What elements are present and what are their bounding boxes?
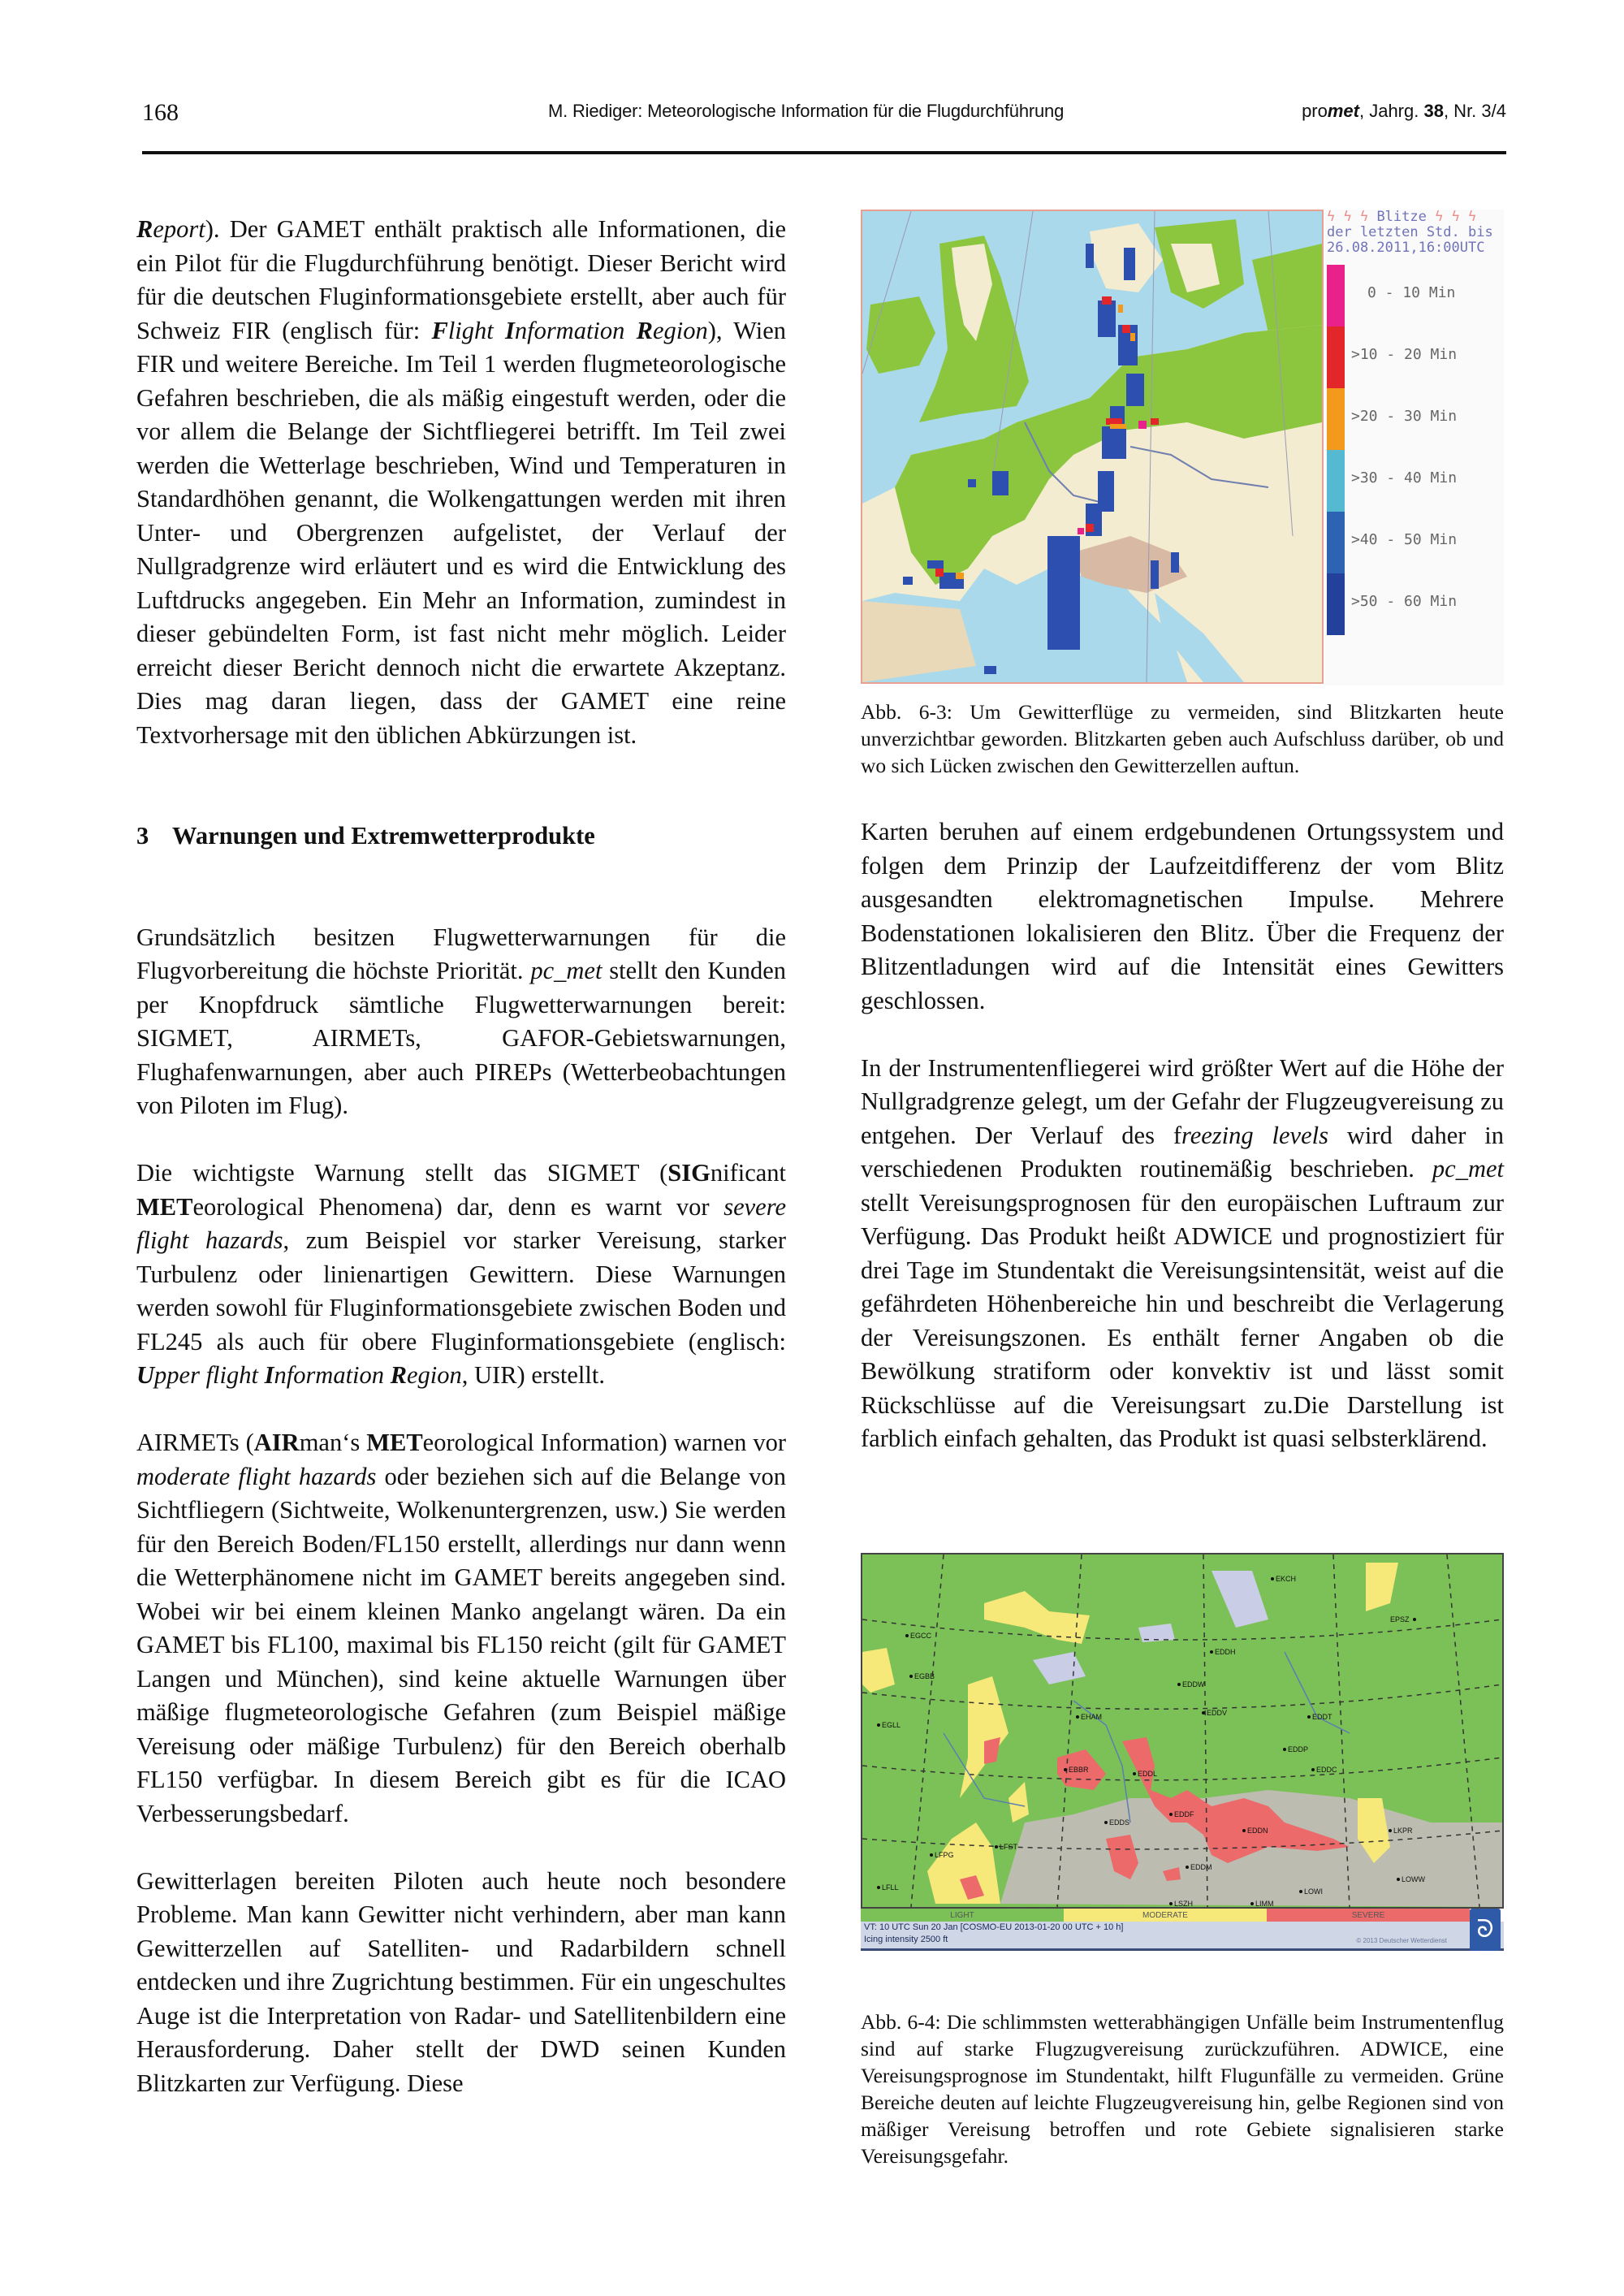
svg-text:EPSZ: EPSZ — [1390, 1615, 1410, 1624]
svg-text:EGBB: EGBB — [914, 1672, 935, 1680]
section-heading: 3 Warnungen und Extremwetterprodukte — [136, 822, 595, 850]
svg-text:EDDP: EDDP — [1288, 1745, 1309, 1753]
svg-text:LFST: LFST — [1000, 1843, 1018, 1851]
lightning-map-image — [861, 210, 1324, 684]
svg-text:EKCH: EKCH — [1276, 1575, 1297, 1583]
svg-text:LOWI: LOWI — [1304, 1887, 1324, 1896]
legend-swatch — [1327, 388, 1345, 450]
paragraph-airmet: AIRMETs (AIRman‘s METeorological Information) warnen vor moderate flight hazards oder beziehen sich auf die Belange von Sichtfliegern (Sichtweite, Wolkenuntergrenzen, usw.) Sie werden für den Bereich Boden/FL150 erstellt, allerdings nur dann wenn die Wetterphänomene nicht im GAMET bereits angegeben sind. Wobei wir bei einem kleinen Manko angelangt wären. Da ein GAMET bis FL100, maximal bis FL150 reicht (gilt für GAMET Langen und München), sind keine aktuelle Warnungen über mäßige flugmeteorologische Gefahren (zum Beispiel mäßige Vereisung oder mäßige Turbulenz) für den Bereich oberhalb FL150 verfügbar. In diesem Bereich gibt es für die ICAO Verbesserungsbedarf. — [136, 1429, 786, 1827]
legend-item: >40 - 50 Min — [1327, 512, 1497, 573]
adwice-info-panel — [861, 1922, 1504, 1951]
legend-item: 0 - 10 Min — [1327, 265, 1497, 326]
europe-lightning-map-graphic — [862, 211, 1322, 682]
paragraph-sigmet: Die wichtigste Warnung stellt das SIGMET (SIGnificant METeorological Phenomena) dar, denn es warnt vor severe flight hazards, zum Beispiel vor starker Vereisung, starker Turbulenz oder linienartigen Gewittern. Diese Warnungen werden sowohl für Fluginformationsgebiete zwischen Boden und FL245 als auch für obere Fluginformationsgebiete (englisch: Upper flight Information Region, UIR) erstellt. — [136, 1159, 786, 1389]
legend-moderate: MODERATE — [1064, 1909, 1267, 1922]
legend-swatch — [1327, 326, 1345, 388]
header-rule — [142, 151, 1506, 154]
svg-text:EGCC: EGCC — [910, 1632, 932, 1640]
adwice-icing-map-graphic — [862, 1554, 1502, 1907]
svg-text:LFLL: LFLL — [882, 1883, 899, 1892]
legend-light: LIGHT — [861, 1909, 1064, 1922]
svg-text:EDDT: EDDT — [1312, 1713, 1332, 1721]
lightning-map-legend: ϟ ϟ ϟ Blitze ϟ ϟ ϟ der letzten Std. bis 26.08.2011,16:00UTC 0 - 10 Min >10 - 20 Min >20 - 30 Min >30 - 40 Min >40 - 50 Min >50 - 60 Min — [1325, 210, 1504, 685]
legend-swatch — [1327, 265, 1345, 326]
figure-lightning-map — [861, 210, 1504, 685]
journal-reference: promet, Jahrg. 38, Nr. 3/4 — [1302, 101, 1506, 121]
svg-text:EDDS: EDDS — [1109, 1818, 1130, 1827]
dwd-logo-icon: ᘐ — [1470, 1909, 1501, 1951]
svg-text:LKPR: LKPR — [1393, 1827, 1413, 1835]
svg-text:EHAM: EHAM — [1081, 1713, 1103, 1721]
svg-text:EDDW: EDDW — [1182, 1680, 1205, 1688]
svg-text:EBBR: EBBR — [1069, 1766, 1089, 1774]
legend-item: >50 - 60 Min — [1327, 573, 1497, 635]
svg-text:LFPG: LFPG — [935, 1851, 954, 1859]
legend-swatch — [1327, 450, 1345, 512]
svg-text:EDDL: EDDL — [1138, 1770, 1158, 1778]
running-header — [142, 96, 1506, 128]
figure-caption-6-4: Abb. 6-4: Die schlimmsten wetterabhängigen Unfälle beim Instrumentenflug sind auf starke Flugzugvereisung zurückzuführen. ADWICE, eine Vereisungsprognose im Stundentakt, hilft Flugunfälle zu vermeiden. Grüne Bereiche deuten auf leichte Flugzeugvereisung hin, gelbe Regionen sind von mäßiger Vereisung betroffen und rote Gebiete signalisieren starke Vereisungsgefahr. — [861, 2010, 1504, 2168]
legend-item: >30 - 40 Min — [1327, 450, 1497, 512]
legend-swatch — [1327, 512, 1345, 573]
copyright-label: © 2013 Deutscher Wetterdienst — [1356, 1937, 1447, 1944]
icing-intensity-legend — [861, 1909, 1504, 1922]
adwice-map-image — [861, 1553, 1504, 1909]
legend-swatch — [1327, 573, 1345, 635]
legend-item: >10 - 20 Min — [1327, 326, 1497, 388]
svg-text:LOWW: LOWW — [1402, 1875, 1425, 1883]
svg-text:EDDN: EDDN — [1247, 1827, 1268, 1835]
paragraph-lightning-detection: Karten beruhen auf einem erdgebundenen Ortungssystem und folgen dem Prinzip der Laufzeitdifferenz der vom Blitz ausgesandten elektromagnetischen Impulse. Mehrere Bodenstationen lokalisieren den Blitz. Über die Frequenz der Blitzentladungen wird auf die Intensität eines Gewitters geschlossen. — [861, 818, 1504, 1014]
svg-text:EDDF: EDDF — [1174, 1810, 1194, 1818]
paragraph-icing: In der Instrumentenfliegerei wird größter Wert auf die Höhe der Nullgradgrenze gelegt, um der Gefahr der Flugzeugvereisung zu entgehen. Der Verlauf des freezing levels wird daher in verschiedenen Produkten routinemäßig beschrieben. pc_met stellt Vereisungsprognosen für den europäischen Luftraum zur Verfügung. Das Produkt heißt ADWICE und prognostiziert für drei Tage im Stundentakt die Vereisungsintensität, weist auf die gefährdeten Höhenbereiche hin und beschreibt die Verlagerung der Vereisungszonen. Es enthält ferner Angaben ob die Bewölkung stratiform oder konvektiv ist und lässt somit Rückschlüsse auf die Vereisungsart zu.Die Darstellung ist farblich einfach gehalten, das Produkt ist quasi selbsterklärend. — [861, 1053, 1505, 1452]
svg-text:EDDV: EDDV — [1207, 1709, 1228, 1717]
legend-severe: SEVERE — [1267, 1909, 1470, 1922]
right-column-upper — [861, 815, 1504, 1456]
svg-text:LSZH: LSZH — [1174, 1900, 1194, 1907]
icing-level-label: Icing intensity 2500 ft — [864, 1935, 948, 1944]
figure-caption-6-3: Abb. 6-3: Um Gewitterflüge zu vermeiden, sind Blitzkarten heute unverzichtbar geworden. Blitzkarten geben auch Aufschluss darüber, ob und wo sich Lücken zwischen den Gewitterzellen auftun. — [861, 700, 1504, 777]
page-number: 168 — [142, 99, 179, 126]
paragraph-warnings: Grundsätzlich besitzen Flugwetterwarnungen für die Flugvorbereitung die höchste Priorität. pc_met stellt den Kunden per Knopfdruck sämtliche Flugwetterwarnungen bereit: SIGMET, AIRMETs, GAFOR-Gebietswarnungen, Flughafenwarnungen, aber auch PIREPs (Wetterbeobachtungen von Piloten im Flug). — [136, 923, 786, 1119]
paragraph-thunderstorms: Gewitterlagen bereiten Piloten auch heute noch besondere Probleme. Man kann Gewitter nicht verhindern, aber man kann Gewitterzellen auf Satelliten- und Radarbildern schnell entdecken und ihre Zugrichtung bestimmen. Für ein ungeschultes Auge ist die Interpretation von Radar- und Satellitenbildern eine Herausforderung. Daher stellt der DWD seinen Kunden Blitzkarten zur Verfügung. Diese — [136, 1866, 786, 2097]
paragraph-gamet: Report). Der GAMET enthält praktisch alle Informationen, die ein Pilot für die Flugdurchführung benötigt. Dieser Bericht wird für die deutschen Fluginformationsgebiete erstellt, aber auch für Schweiz FIR (englisch für: Flight Information Region), Wien FIR und weitere Bereiche. Im Teil 1 werden flugmeteorologische Gefahren beschrieben, die als mäßig eingestuft werden, oder die vor allem die Belange der Sichtfliegerei betrifft. Im Teil zwei werden die Wetterlage beschrieben, Wind und Temperaturen in Standardhöhen genannt, die Wolkengattungen werden mit ihren Unter- und Obergrenzen aufgelistet, der Verlauf der Nullgradgrenze wird erläutert und es wird die Entwicklung des Luftdrucks angegeben. Ein Mehr an Information, zumindest in dieser gebündelten Form, ist fast nicht mehr möglich. Leider erreicht dieser Bericht dennoch nicht die erwartete Akzeptanz. Dies mag daran liegen, dass der GAMET eine reine Textvorhersage mit den üblichen Abkürzungen ist. — [136, 215, 787, 749]
left-column — [136, 213, 786, 2100]
svg-text:EGLL: EGLL — [882, 1721, 901, 1729]
legend-item: >20 - 30 Min — [1327, 388, 1497, 450]
svg-text:EDDH: EDDH — [1215, 1648, 1236, 1656]
valid-time-label: VT: 10 UTC Sun 20 Jan [COSMO-EU 2013-01-20 00 UTC + 10 h] — [864, 1922, 1124, 1932]
running-title: M. Riediger: Meteorologische Information für die Flugdurchführung — [548, 101, 1065, 121]
svg-text:EDDM: EDDM — [1190, 1863, 1212, 1871]
figure-adwice-map — [861, 1553, 1504, 1951]
svg-text:EDDC: EDDC — [1316, 1766, 1337, 1774]
svg-text:LIMM: LIMM — [1255, 1900, 1274, 1907]
